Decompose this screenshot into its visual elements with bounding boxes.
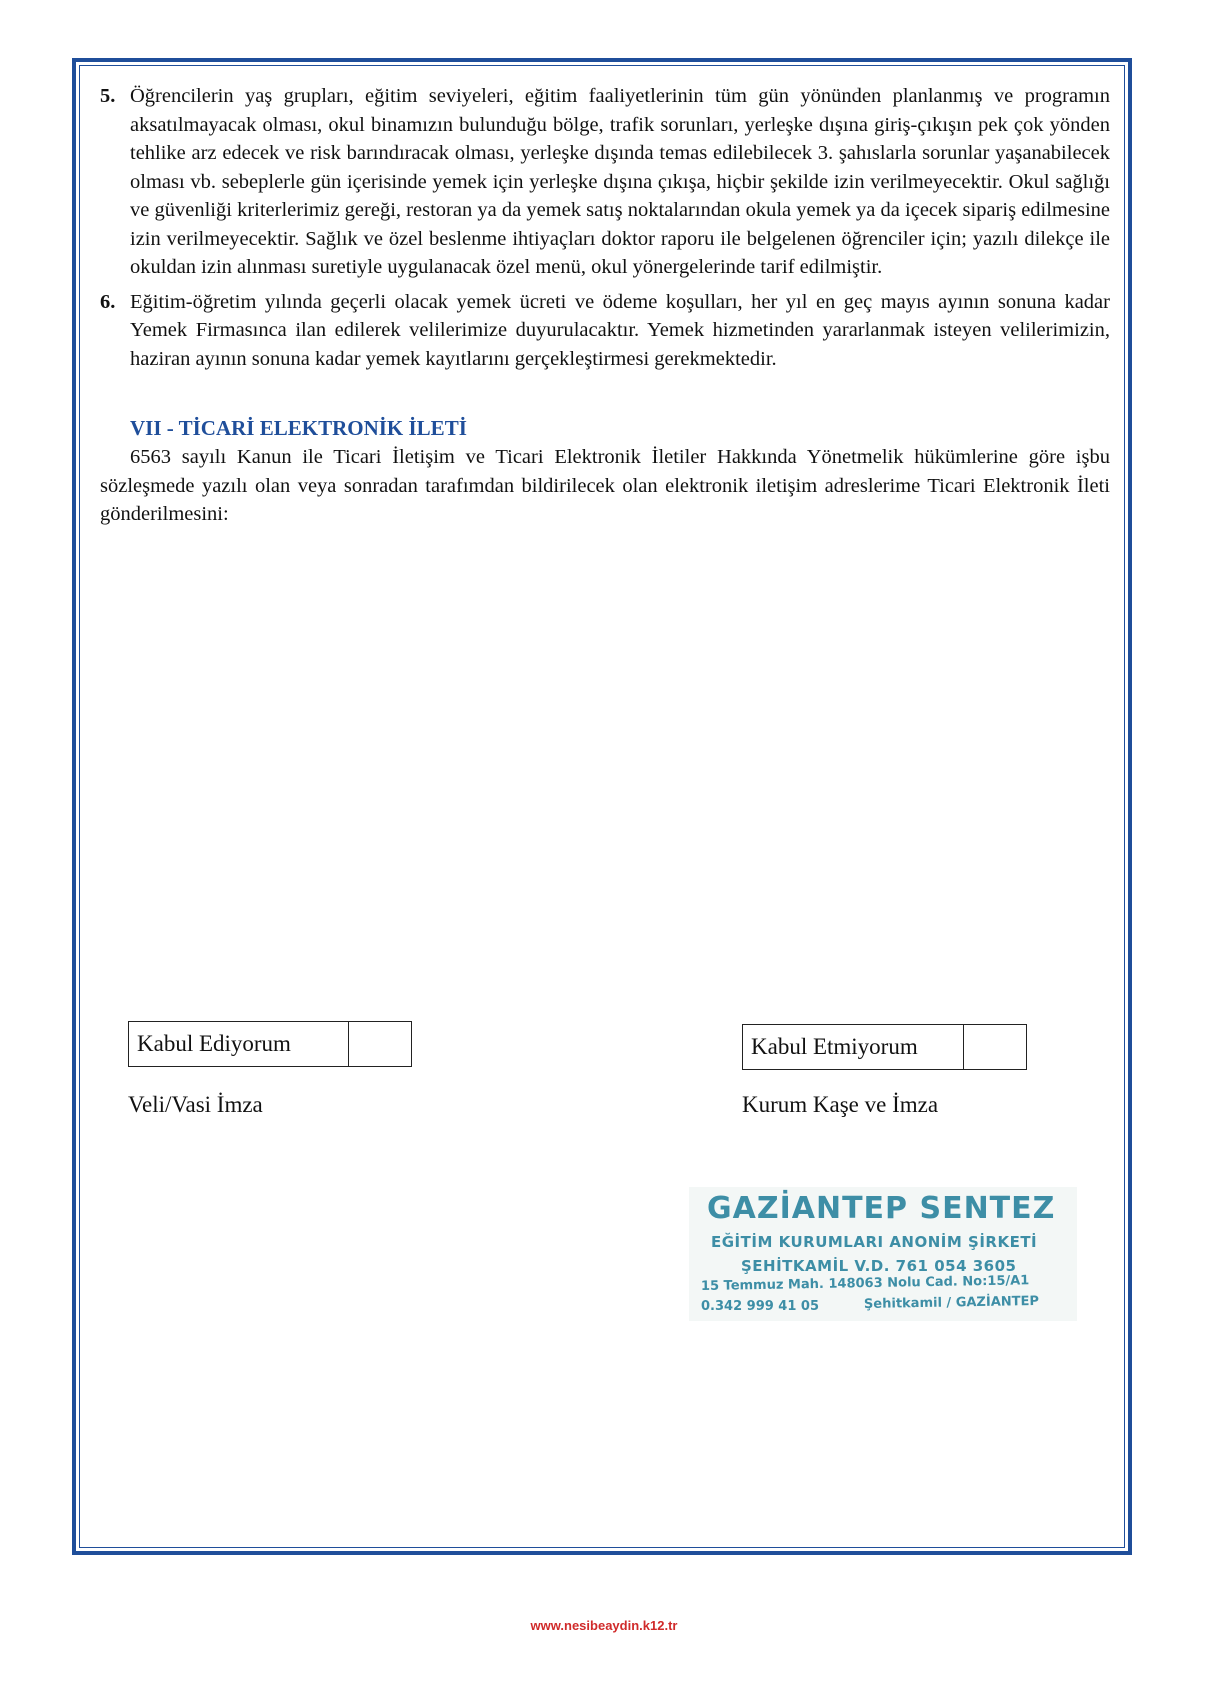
company-stamp [689, 1187, 1077, 1321]
stamp-phone: 0.342 999 41 05 [701, 1299, 820, 1314]
list-item-number: 5. [100, 85, 116, 107]
accept-option [128, 1021, 412, 1067]
section-title: VII - TİCARİ ELEKTRONİK İLETİ [130, 416, 467, 440]
document-body [100, 82, 1110, 529]
institution-signature-label: Kurum Kaşe ve İmza [742, 1092, 939, 1117]
reject-option [742, 1024, 1027, 1070]
stamp-city: Şehitkamil / GAZİANTEP [863, 1293, 1040, 1312]
stamp-company-type: EĞİTİM KURUMLARI ANONİM ŞİRKETİ [711, 1233, 1038, 1251]
accept-checkbox[interactable] [349, 1022, 411, 1066]
stamp-company-name: GAZİANTEP SENTEZ [707, 1191, 1056, 1226]
list-item-5 [100, 82, 1110, 282]
reject-label: Kabul Etmiyorum [743, 1025, 964, 1069]
parent-signature-label: Veli/Vasi İmza [128, 1092, 263, 1117]
footer-website-link[interactable]: www.nesibeaydin.k12.tr [530, 1618, 678, 1633]
list-item-text: Eğitim-öğretim yılında geçerli olacak yemek ücreti ve ödeme koşulları, her yıl en geç mayıs ayının sonuna kadar Yemek Firmasınca ilan edilerek velilerimize duyurulacaktır. Yemek hizmetinden yararlanmak isteyen velilerimizin, haziran ayının sonuna kadar yemek kayıtlarını gerçekleştirmesi gerekmektedir. [130, 290, 1110, 370]
list-item-number: 6. [100, 290, 116, 313]
section-paragraph: 6563 sayılı Kanun ile Ticari İletişim ve Ticari Elektronik İletiler Hakkında Yönetmelik hükümlerine göre işbu sözleşmede yazılı olan veya sonradan tarafımdan bildirilecek olan elektronik iletişim adreslerime Ticari Elektronik İleti gönderilmesini: [100, 446, 1110, 525]
list-item-6 [100, 288, 1110, 374]
list-item-text: Öğrencilerin yaş grupları, eğitim seviyeleri, eğitim faaliyetlerinin tüm gün yönünden planlanmış ve programın aksatılmayacak olması, okul binamızın bulunduğu bölge, trafik sorunları, yerleşke dışına giriş-çıkışın pek çok yönden tehlike arz edecek ve risk barındıracak olması, yerleşke dışında temas edilebilecek 3. şahıslarla sorunlar yaşanabilecek olması vb. sebeplerle gün içerisinde yemek için yerleşke dışına çıkışa, hiçbir şekilde izin verilmeyecektir. Okul sağlığı ve güvenliği kriterlerimiz gereği, restoran ya da yemek satış noktalarından okula yemek ya da içecek sipariş edilmesine izin verilmeyecektir. Sağlık ve özel beslenme ihtiyaçları doktor raporu ile belgelenen öğrenciler için; yazılı dilekçe ile okuldan izin alınması suretiyle uygulanacak özel menü, okul yönergelerinde tarif edilmiştir. [130, 85, 1110, 278]
stamp-address: 15 Temmuz Mah. 148063 Nolu Cad. No:15/A1 [700, 1273, 1030, 1294]
accept-label: Kabul Ediyorum [129, 1022, 349, 1066]
stamp-tax-office: ŞEHİTKAMİL V.D. 761 054 3605 [741, 1257, 1017, 1275]
reject-checkbox[interactable] [964, 1025, 1026, 1069]
